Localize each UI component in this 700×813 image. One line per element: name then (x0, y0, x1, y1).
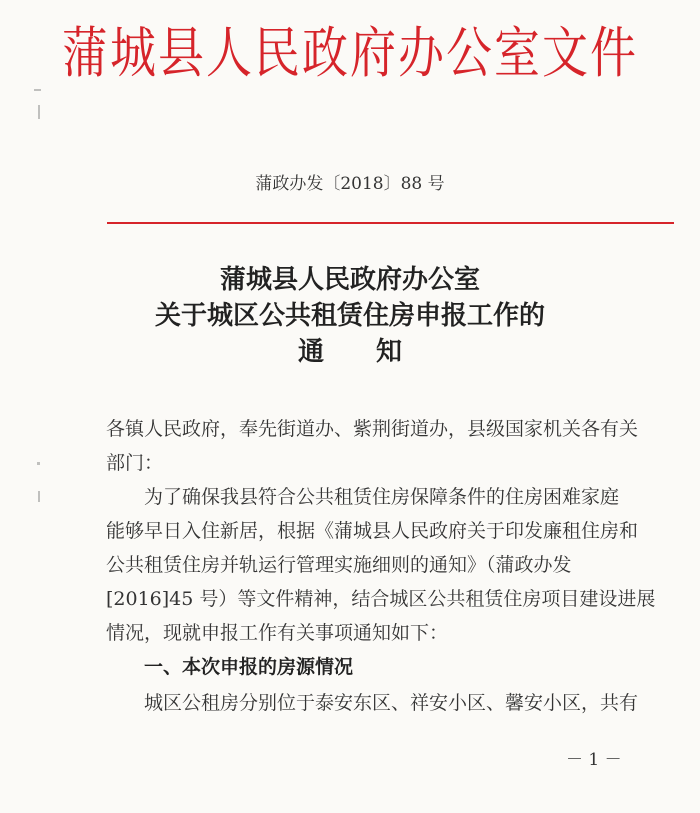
scan-speck-3 (37, 462, 40, 465)
scan-speck-2 (38, 105, 40, 119)
scan-speck-1 (34, 89, 41, 91)
body-line-4: [2016]45 号）等文件精神，结合城区公共租赁住房项目建设进展 (106, 588, 656, 610)
notice-title-line-2: 关于城区公共租赁住房申报工作的 (154, 301, 545, 331)
salutation-line-1: 各镇人民政府，奉先街道办、紫荆街道办，县级国家机关各有关 (106, 418, 639, 440)
body-line-1: 为了确保我县符合公共租赁住房保障条件的住房困难家庭 (144, 486, 620, 508)
page-number: － 1 － (566, 750, 622, 770)
body-line-2: 能够早日入住新居，根据《蒲城县人民政府关于印发廉租住房和 (106, 520, 639, 542)
section-heading-housing-source: 一、本次申报的房源情况 (144, 656, 354, 678)
body-paragraph (106, 480, 678, 650)
salutation-line-2: 部门： (106, 452, 164, 474)
document-header-title: 蒲城县人民政府办公室文件 (62, 20, 638, 86)
document-number: 蒲政办发〔2018〕88 号 (255, 174, 445, 194)
notice-title (0, 262, 700, 370)
header-divider-line (107, 222, 674, 224)
notice-title-line-3: 通 知 (297, 337, 402, 367)
scan-speck-4 (38, 491, 40, 502)
body-line-3: 公共租赁住房并轨运行管理实施细则的通知》（蒲政办发 (106, 554, 572, 576)
body-line-5: 情况，现就申报工作有关事项通知如下： (106, 622, 449, 644)
notice-title-line-1: 蒲城县人民政府办公室 (219, 265, 480, 295)
section-paragraph-housing-source: 城区公租房分别位于泰安东区、祥安小区、馨安小区，共有 (144, 692, 639, 714)
